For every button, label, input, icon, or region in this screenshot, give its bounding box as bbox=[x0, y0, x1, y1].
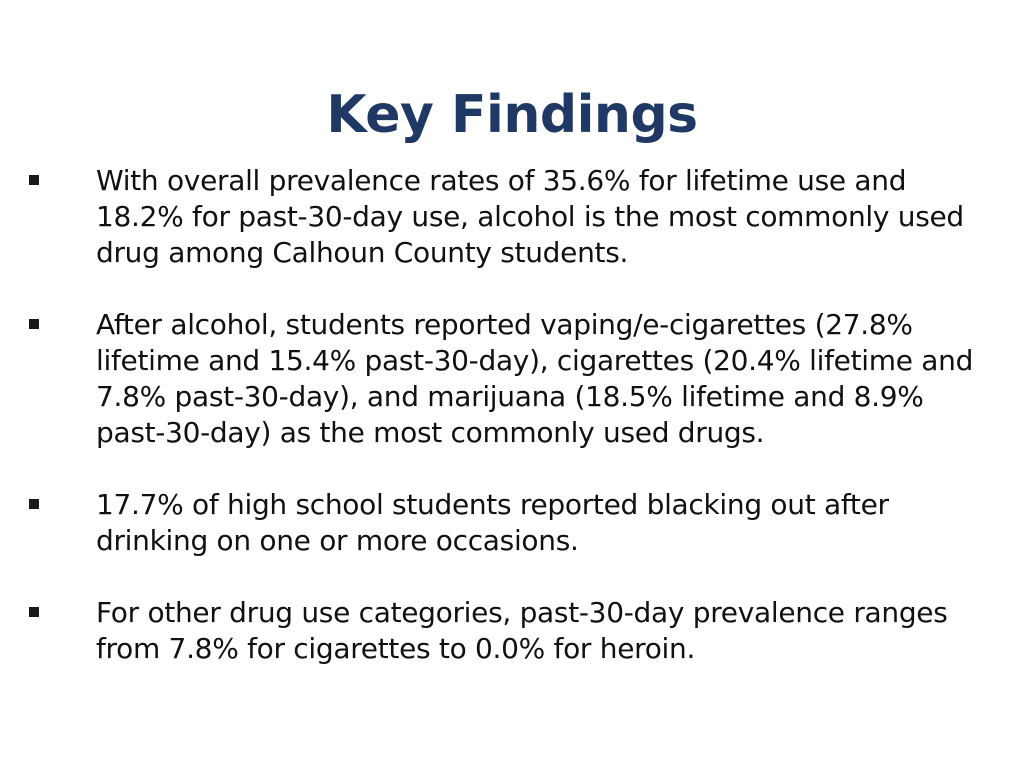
finding-text: With overall prevalence rates of 35.6% for lifetime use and 18.2% for past-30-day use, alcohol is the most commonly used drug among Calhoun County students. bbox=[96, 164, 964, 269]
square-bullet-icon bbox=[29, 499, 39, 509]
finding-item-2 bbox=[0, 307, 1024, 451]
finding-item-3 bbox=[0, 487, 1024, 559]
key-findings-list bbox=[0, 163, 1024, 703]
finding-text: 17.7% of high school students reported blacking out after drinking on one or more occasions. bbox=[96, 488, 889, 557]
square-bullet-icon bbox=[29, 607, 39, 617]
slide-title: Key Findings bbox=[326, 84, 698, 145]
square-bullet-icon bbox=[29, 175, 39, 185]
finding-item-1 bbox=[0, 163, 1024, 271]
square-bullet-icon bbox=[29, 319, 39, 329]
finding-text: For other drug use categories, past-30-day prevalence ranges from 7.8% for cigarettes to 0.0% for heroin. bbox=[96, 596, 948, 665]
finding-item-4 bbox=[0, 595, 1024, 667]
finding-text: After alcohol, students reported vaping/e-cigarettes (27.8% lifetime and 15.4% past-30-day), cigarettes (20.4% lifetime and 7.8% past-30-day), and marijuana (18.5% lifetime and 8.9% past-30-day) as the most commonly used drugs. bbox=[96, 308, 974, 449]
